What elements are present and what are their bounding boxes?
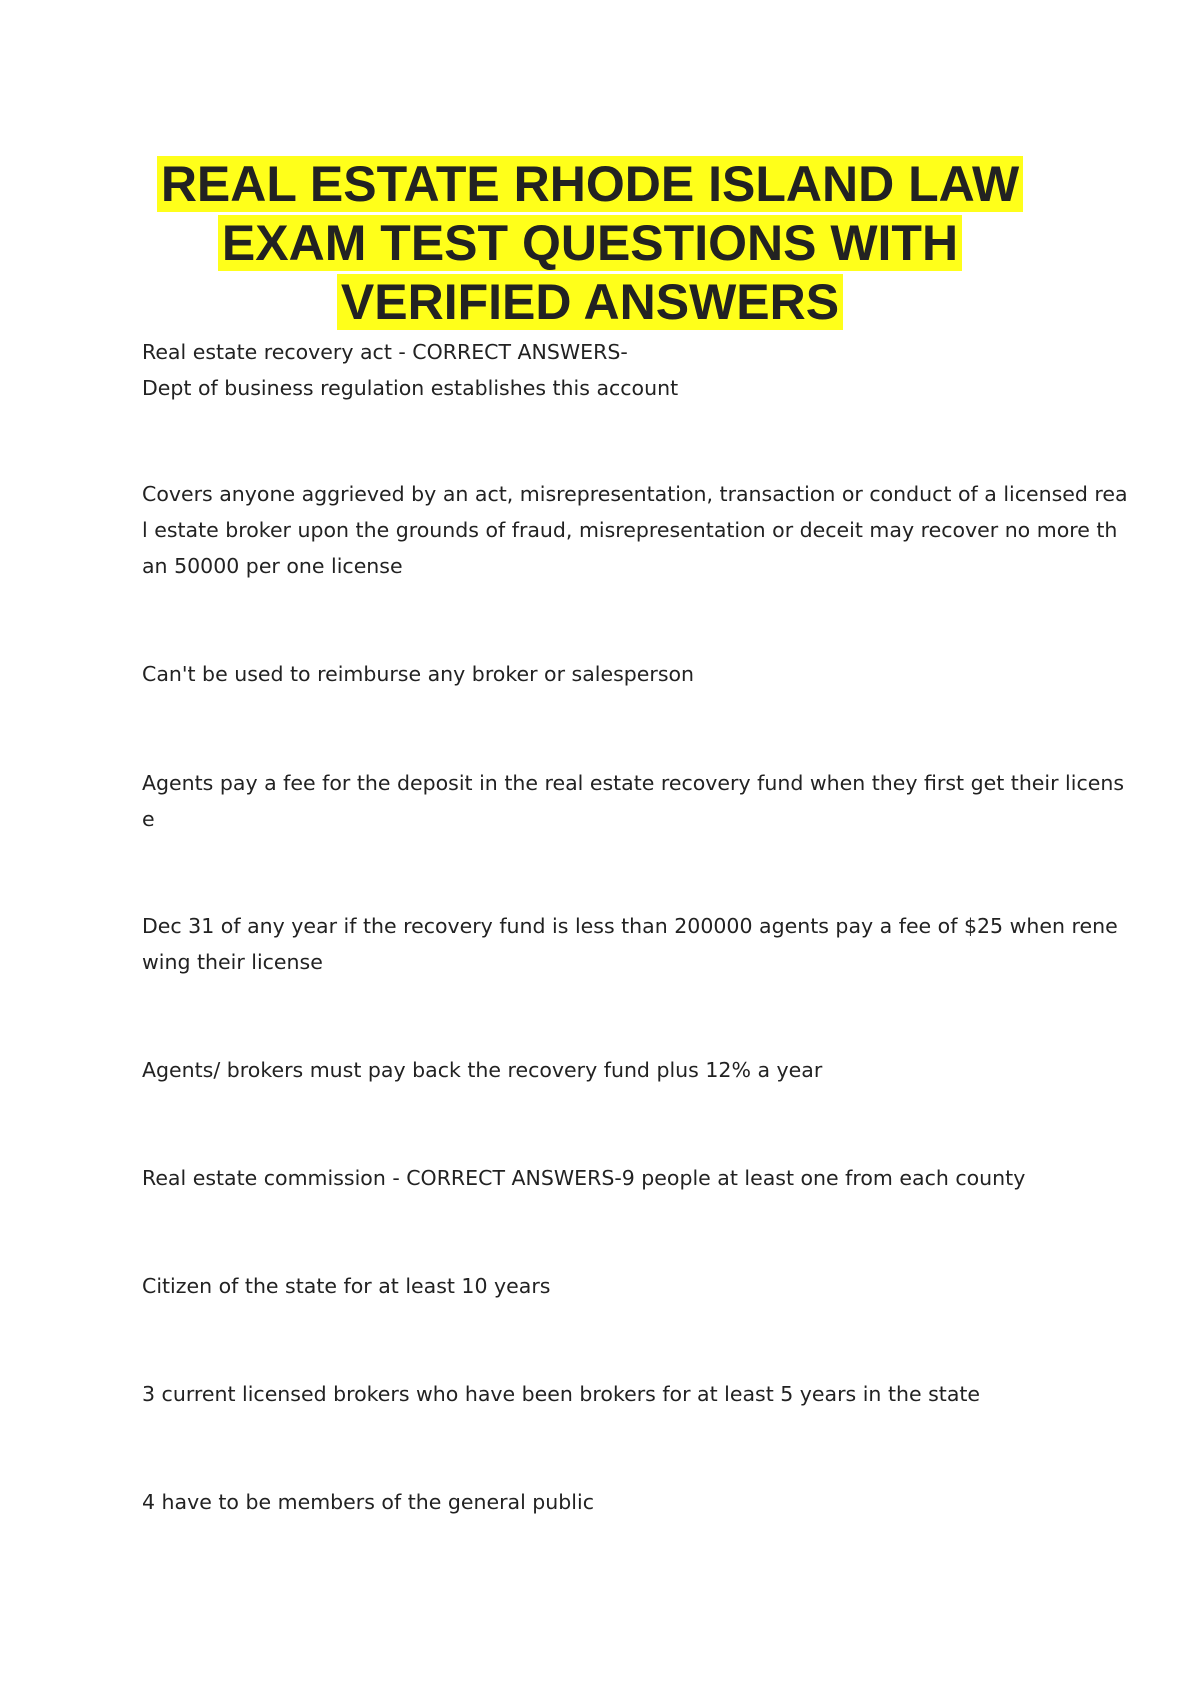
paragraph-recovery-act [142, 334, 1082, 406]
paragraph-line: l estate broker upon the grounds of fraud, misrepresentation or deceit may recover no more th [142, 518, 1118, 542]
paragraph-line: Dec 31 of any year if the recovery fund is less than 200000 agents pay a fee of $25 when rene [142, 914, 1118, 938]
paragraph-line: 3 current licensed brokers who have been brokers for at least 5 years in the state [142, 1382, 981, 1406]
title-line: VERIFIED ANSWERS [337, 274, 843, 330]
paragraph-line: e [142, 807, 155, 831]
paragraph-licensed-brokers [142, 1376, 1082, 1412]
paragraph-general-public [142, 1484, 1082, 1520]
paragraph-line: Real estate recovery act - CORRECT ANSWERS- [142, 340, 628, 364]
paragraph-line: Agents/ brokers must pay back the recovery fund plus 12% a year [142, 1058, 823, 1082]
paragraph-reimburse [142, 656, 1082, 692]
document-title [140, 155, 1040, 332]
paragraph-citizen [142, 1268, 1082, 1304]
paragraph-commission [142, 1160, 1082, 1196]
paragraph-line: Can't be used to reimburse any broker or salesperson [142, 662, 695, 686]
paragraph-line: 4 have to be members of the general public [142, 1490, 594, 1514]
paragraph-line: Dept of business regulation establishes this account [142, 376, 679, 400]
title-line: EXAM TEST QUESTIONS WITH [218, 215, 962, 271]
paragraph-line: wing their license [142, 950, 323, 974]
paragraph-line: Citizen of the state for at least 10 years [142, 1274, 551, 1298]
paragraph-pay-back [142, 1052, 1082, 1088]
paragraph-agents-fee [142, 765, 1125, 837]
paragraph-covers-aggrieved [142, 476, 1128, 584]
paragraph-line: Real estate commission - CORRECT ANSWERS-9 people at least one from each county [142, 1166, 1026, 1190]
paragraph-line: Agents pay a fee for the deposit in the real estate recovery fund when they first get their licens [142, 771, 1125, 795]
paragraph-line: Covers anyone aggrieved by an act, misrepresentation, transaction or conduct of a licensed rea [142, 482, 1128, 506]
paragraph-dec-31 [142, 908, 1118, 980]
title-line: REAL ESTATE RHODE ISLAND LAW [157, 156, 1023, 212]
paragraph-line: an 50000 per one license [142, 554, 403, 578]
